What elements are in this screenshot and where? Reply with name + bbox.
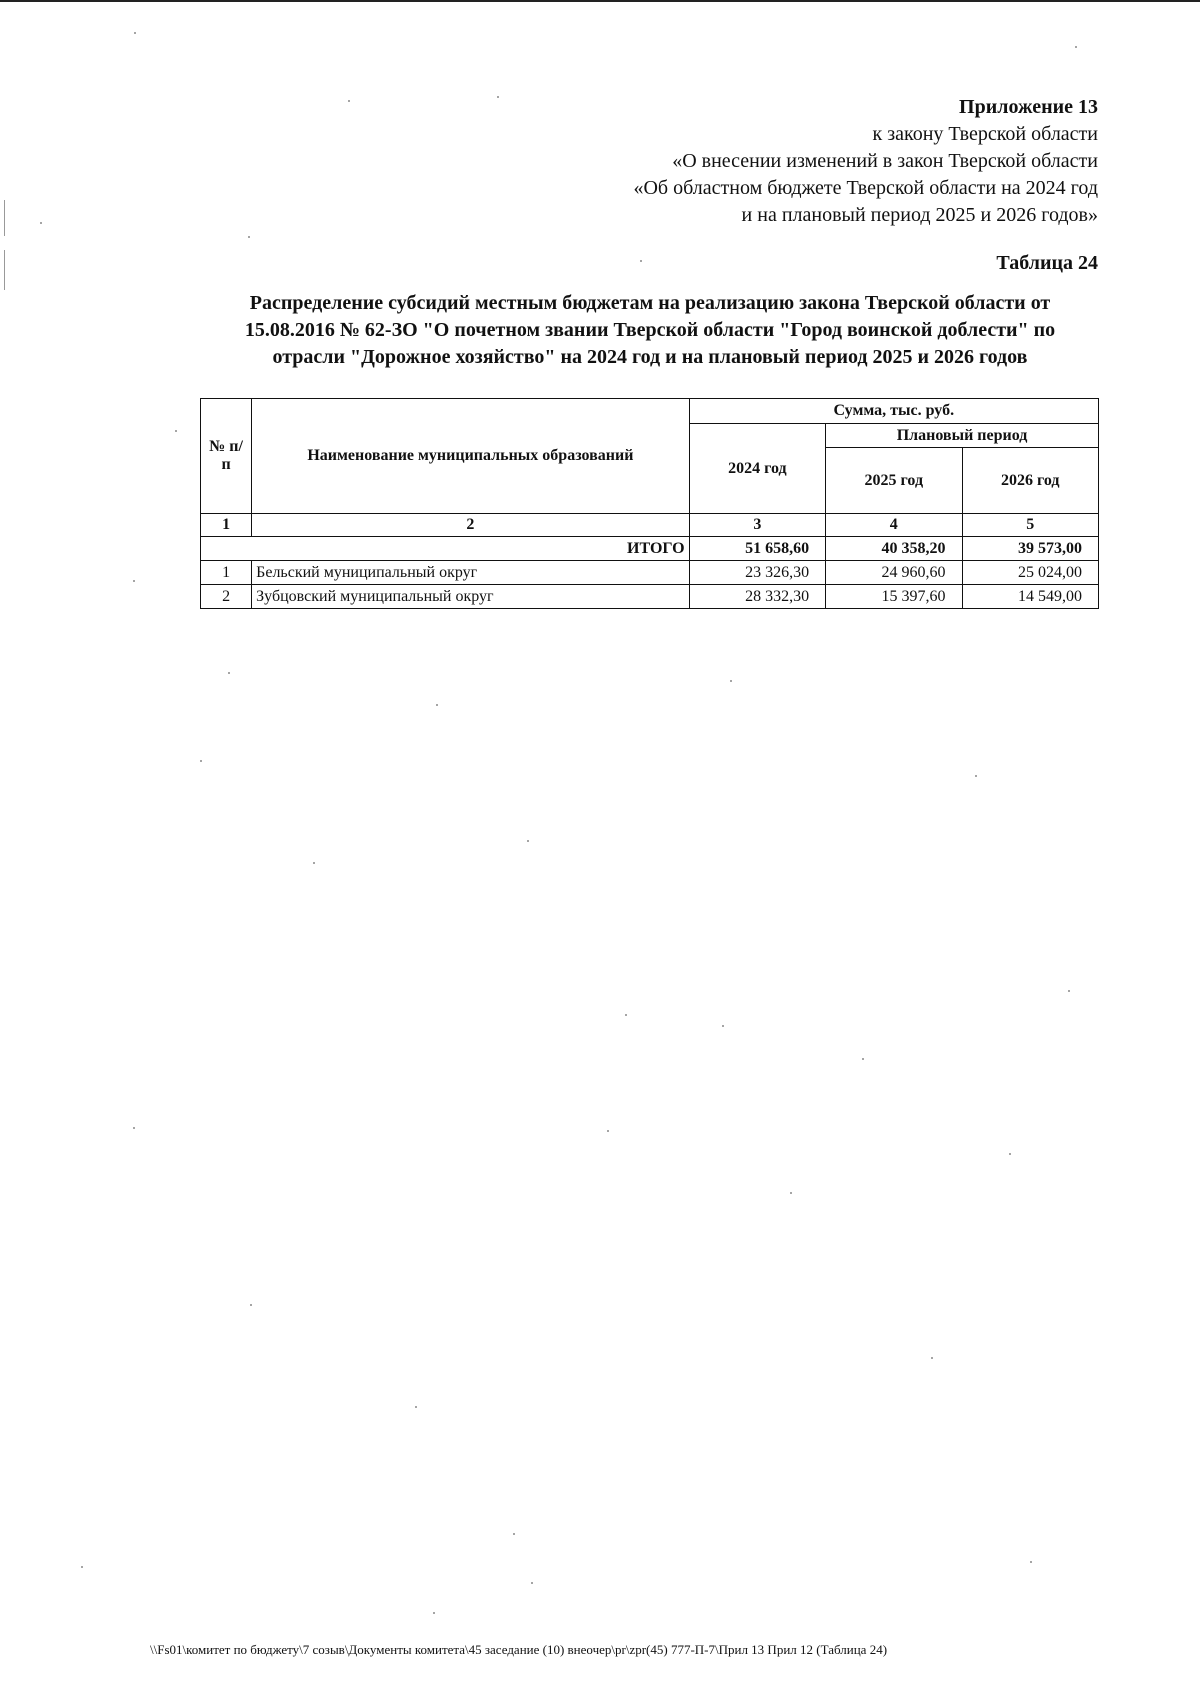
row-num: 2 — [201, 585, 252, 609]
column-index: 4 — [826, 514, 962, 537]
appendix-line: и на плановый период 2025 и 2026 годов» — [741, 204, 1098, 226]
appendix-line: к закону Тверской области — [872, 123, 1098, 145]
scan-margin-mark — [4, 200, 5, 236]
subsidy-table — [200, 398, 1099, 609]
header-row — [201, 399, 1099, 424]
appendix-header — [633, 94, 1098, 229]
top-scan-edge — [0, 0, 1200, 2]
document-title — [200, 290, 1100, 371]
row-2024: 28 332,30 — [689, 585, 825, 609]
total-2025: 40 358,20 — [826, 537, 962, 561]
table-row — [201, 585, 1099, 609]
total-2024: 51 658,60 — [689, 537, 825, 561]
row-2026: 14 549,00 — [962, 585, 1098, 609]
table-row — [201, 561, 1099, 585]
appendix-line: «Об областном бюджете Тверской области на 2024 год — [633, 177, 1098, 199]
column-index: 3 — [689, 514, 825, 537]
row-name: Зубцовский муниципальный округ — [252, 585, 689, 609]
title-line: 15.08.2016 № 62-ЗО "О почетном звании Тверской области "Город воинской доблести" по — [244, 319, 1056, 341]
row-2024: 23 326,30 — [689, 561, 825, 585]
total-row — [201, 537, 1099, 561]
row-2025: 24 960,60 — [826, 561, 962, 585]
title-line: Распределение субсидий местным бюджетам на реализацию закона Тверской области от — [249, 292, 1051, 314]
header-name: Наименование муниципальных образований — [252, 399, 689, 514]
column-index: 1 — [201, 514, 252, 537]
row-2026: 25 024,00 — [962, 561, 1098, 585]
title-line: отрасли "Дорожное хозяйство" на 2024 год и на плановый период 2025 и 2026 годов — [272, 346, 1028, 368]
appendix-title: Приложение 13 — [959, 96, 1098, 118]
header-year-2026: 2026 год — [962, 448, 1098, 514]
column-index-row — [201, 514, 1099, 537]
row-2025: 15 397,60 — [826, 585, 962, 609]
header-year-2025: 2025 год — [826, 448, 962, 514]
row-name: Бельский муниципальный округ — [252, 561, 689, 585]
column-index: 2 — [252, 514, 689, 537]
total-label: ИТОГО — [201, 537, 690, 561]
header-sum: Сумма, тыс. руб. — [689, 399, 1098, 424]
appendix-line: «О внесении изменений в закон Тверской области — [672, 150, 1098, 172]
row-num: 1 — [201, 561, 252, 585]
column-index: 5 — [962, 514, 1098, 537]
table-number: Таблица 24 — [996, 252, 1098, 274]
total-2026: 39 573,00 — [962, 537, 1098, 561]
file-path-footer: \\Fs01\комитет по бюджету\7 созыв\Документы комитета\45 заседание (10) внеочер\pr\zpr(45) 777-П-7\Прил 13 Прил 12 (Таблица 24) — [150, 1642, 888, 1657]
scan-margin-mark — [4, 250, 5, 290]
header-year-2024: 2024 год — [689, 424, 825, 514]
header-planned-period: Плановый период — [826, 424, 1099, 448]
header-num: № п/п — [201, 399, 252, 514]
